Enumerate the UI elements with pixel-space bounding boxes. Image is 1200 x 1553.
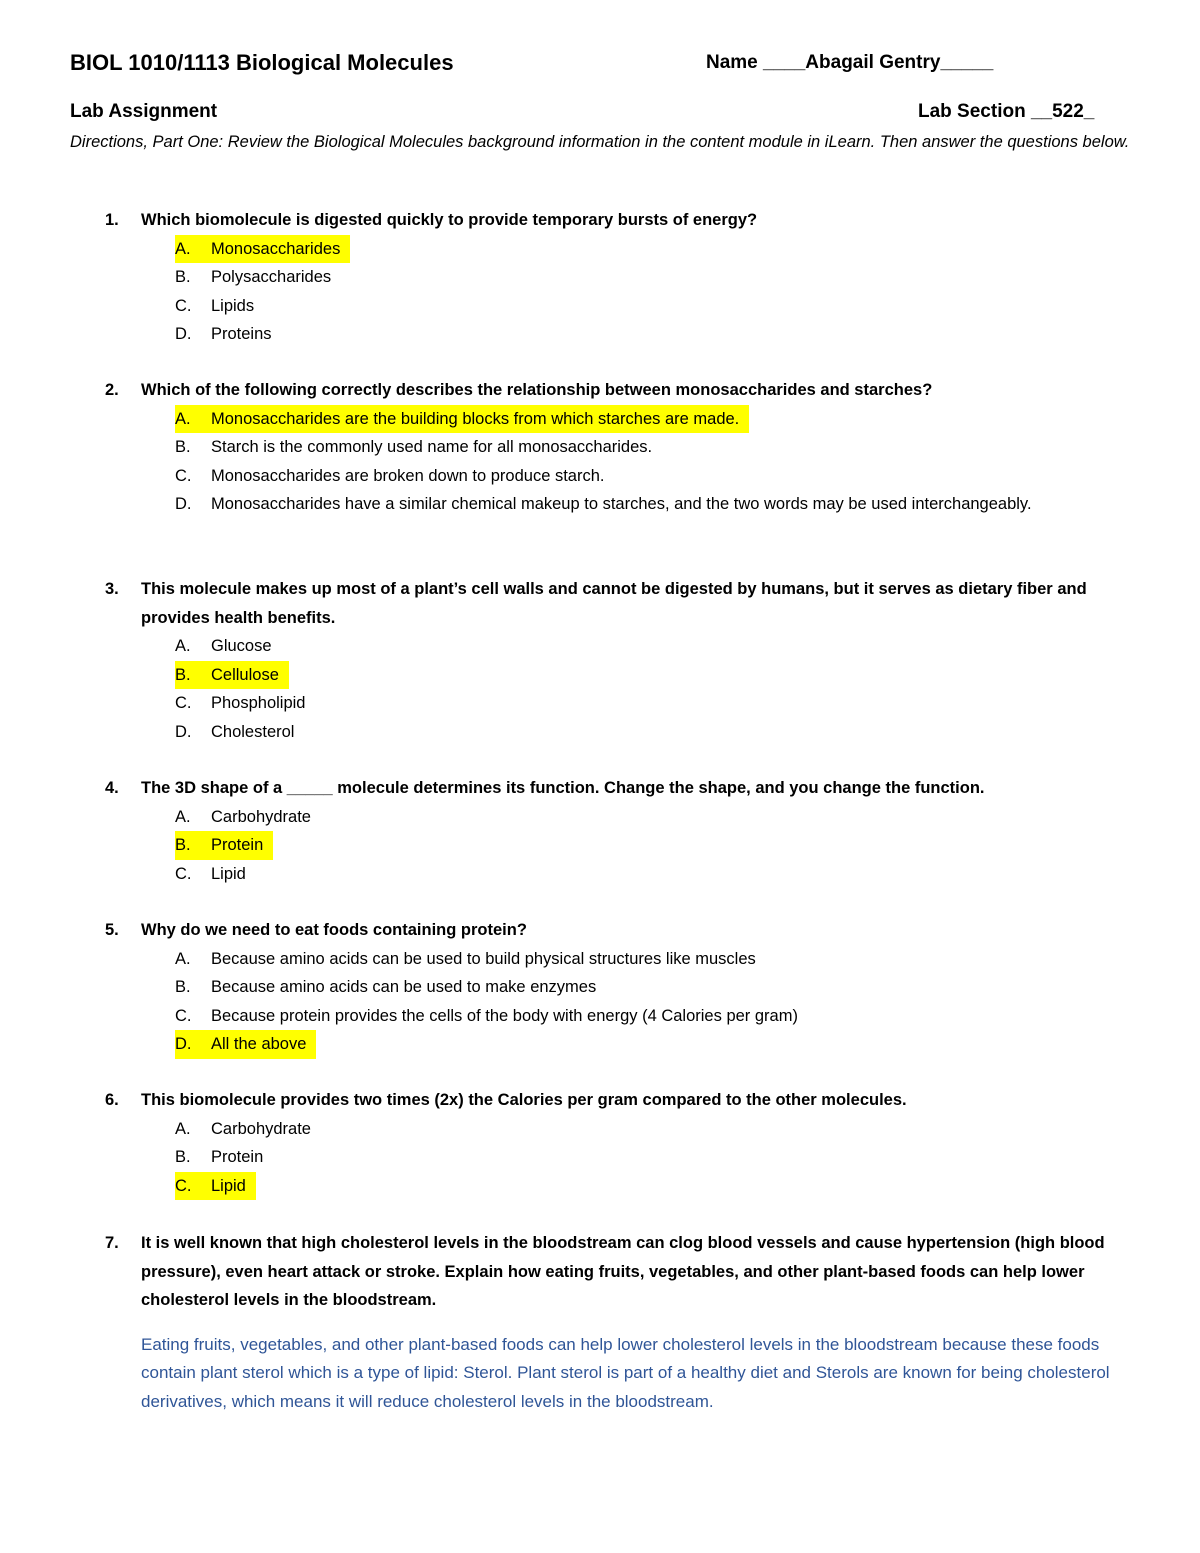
option-letter: D.: [175, 495, 192, 513]
option-text: Polysaccharides: [211, 268, 332, 286]
option-text: Phospholipid: [211, 694, 306, 712]
student-name-line: Name ____Abagail Gentry_____: [706, 52, 994, 73]
option-c: [175, 689, 1135, 718]
option-text: Carbohydrate: [211, 807, 311, 826]
option-text: Protein: [211, 836, 264, 854]
option-a: [175, 235, 1135, 264]
question-number: 6.: [105, 1091, 119, 1109]
option-letter: B.: [175, 665, 191, 684]
course-title: BIOL 1010/1113 Biological Molecules: [70, 50, 454, 75]
option-letter: C.: [175, 864, 192, 883]
option-letter: A.: [175, 949, 191, 968]
option-letter: B.: [175, 268, 191, 286]
option-c: [175, 292, 1135, 321]
option-text: Glucose: [211, 637, 272, 655]
option-a: [175, 803, 1135, 832]
question-stem: [105, 916, 1135, 945]
question-2: [105, 376, 1135, 519]
question-number: 2.: [105, 381, 119, 399]
highlighted-answer: [175, 831, 273, 860]
question-stem: [105, 774, 1135, 803]
option-c: [175, 1172, 1135, 1201]
option-text: Cellulose: [211, 665, 279, 684]
option-text: Monosaccharides are the building blocks from which starches are made.: [211, 409, 740, 428]
option-letter: C.: [175, 694, 192, 712]
option-b: [175, 263, 1135, 292]
highlighted-answer: [175, 661, 289, 690]
option-letter: B.: [175, 836, 191, 854]
answer-options: [105, 1115, 1135, 1201]
question-text: This biomolecule provides two times (2x) the Calories per gram compared to the other molecules.: [141, 1091, 907, 1109]
option-letter: D.: [175, 1035, 192, 1053]
option-letter: A.: [175, 637, 191, 655]
question-text: Which of the following correctly describes the relationship between monosaccharides and starches?: [141, 381, 933, 399]
assignment-title: Lab Assignment: [70, 101, 218, 122]
option-c: [175, 1002, 1135, 1031]
option-text: All the above: [211, 1035, 307, 1053]
option-letter: B.: [175, 1148, 191, 1166]
answer-options: [105, 945, 1135, 1059]
option-text: Because amino acids can be used to build physical structures like muscles: [211, 949, 756, 968]
question-1: [105, 206, 1135, 349]
question-3: [105, 575, 1135, 746]
answer-options: [105, 803, 1135, 889]
question-number: 7.: [105, 1234, 119, 1252]
option-text: Proteins: [211, 325, 272, 343]
answer-options: [105, 405, 1135, 519]
answer-options: [105, 632, 1135, 746]
option-letter: A.: [175, 1119, 191, 1138]
question-text: Which biomolecule is digested quickly to provide temporary bursts of energy?: [141, 211, 758, 229]
option-c: [175, 462, 1135, 491]
option-d: [175, 490, 1135, 519]
option-a: [175, 1115, 1135, 1144]
option-text: Monosaccharides have a similar chemical makeup to starches, and the two words may be used interchangeably.: [211, 495, 1032, 513]
option-letter: C.: [175, 296, 192, 315]
option-letter: D.: [175, 722, 192, 741]
option-letter: B.: [175, 978, 191, 996]
highlighted-answer: [175, 1030, 316, 1059]
question-text: It is well known that high cholesterol levels in the bloodstream can clog blood vessels and cause hypertension (high blood pressure), even heart attack or stroke. Explain how eating fruits, vegetables, and other plant-based foods can help lower cholesterol levels in the bloodstream.: [141, 1234, 1105, 1309]
question-stem: [105, 1229, 1135, 1315]
question-stem: [105, 1086, 1135, 1115]
option-letter: B.: [175, 438, 191, 456]
option-text: Cholesterol: [211, 722, 295, 741]
option-d: [175, 320, 1135, 349]
option-b: [175, 973, 1135, 1002]
question-number: 5.: [105, 921, 119, 939]
option-b: [175, 1143, 1135, 1172]
option-text: Because amino acids can be used to make enzymes: [211, 978, 597, 996]
option-a: [175, 945, 1135, 974]
question-text: The 3D shape of a _____ molecule determines its function. Change the shape, and you change the function.: [141, 779, 985, 797]
option-letter: C.: [175, 1006, 192, 1025]
question-number: 4.: [105, 779, 119, 797]
option-letter: C.: [175, 1176, 192, 1195]
question-stem: [105, 206, 1135, 235]
option-text: Protein: [211, 1148, 264, 1166]
option-text: Lipid: [211, 1176, 246, 1195]
question-4: [105, 774, 1135, 888]
option-a: [175, 632, 1135, 661]
option-a: [175, 405, 1135, 434]
option-letter: C.: [175, 466, 192, 485]
question-text: Why do we need to eat foods containing protein?: [141, 921, 527, 939]
directions-text: Directions, Part One: Review the Biological Molecules background information in the content module in iLearn. Then answer the questions below.: [70, 133, 1130, 151]
question-text: This molecule makes up most of a plant’s cell walls and cannot be digested by humans, but it serves as dietary fiber and provides health benefits.: [141, 580, 1087, 627]
highlighted-answer: [175, 235, 350, 264]
option-text: Carbohydrate: [211, 1119, 311, 1138]
question-6: [105, 1086, 1135, 1200]
question-7: [105, 1229, 1135, 1416]
option-c: [175, 860, 1135, 889]
option-d: [175, 718, 1135, 747]
option-b: [175, 433, 1135, 462]
highlighted-answer: [175, 1172, 256, 1201]
option-b: [175, 831, 1135, 860]
option-letter: D.: [175, 325, 192, 343]
option-letter: A.: [175, 239, 191, 258]
answer-options: [105, 235, 1135, 349]
question-5: [105, 916, 1135, 1059]
question-number: 3.: [105, 580, 119, 598]
option-b: [175, 661, 1135, 690]
option-d: [175, 1030, 1135, 1059]
lab-section-line: Lab Section __522_: [918, 101, 1095, 122]
question-number: 1.: [105, 211, 119, 229]
question-stem: [105, 575, 1135, 632]
option-letter: A.: [175, 409, 191, 428]
option-letter: A.: [175, 807, 191, 826]
option-text: Starch is the commonly used name for all monosaccharides.: [211, 438, 653, 456]
option-text: Because protein provides the cells of the body with energy (4 Calories per gram): [211, 1006, 798, 1025]
option-text: Lipid: [211, 864, 246, 883]
highlighted-answer: [175, 405, 749, 434]
written-answer: Eating fruits, vegetables, and other plant-based foods can help lower cholesterol levels in the bloodstream because these foods contain plant sterol which is a type of lipid: Sterol. Plant sterol is part of a healthy diet and Sterols are known for being cholesterol derivatives, which means it will reduce cholesterol levels in the bloodstream.: [141, 1334, 1110, 1411]
question-stem: [105, 376, 1135, 405]
option-text: Monosaccharides: [211, 239, 341, 258]
option-text: Monosaccharides are broken down to produce starch.: [211, 466, 605, 485]
option-text: Lipids: [211, 296, 255, 315]
